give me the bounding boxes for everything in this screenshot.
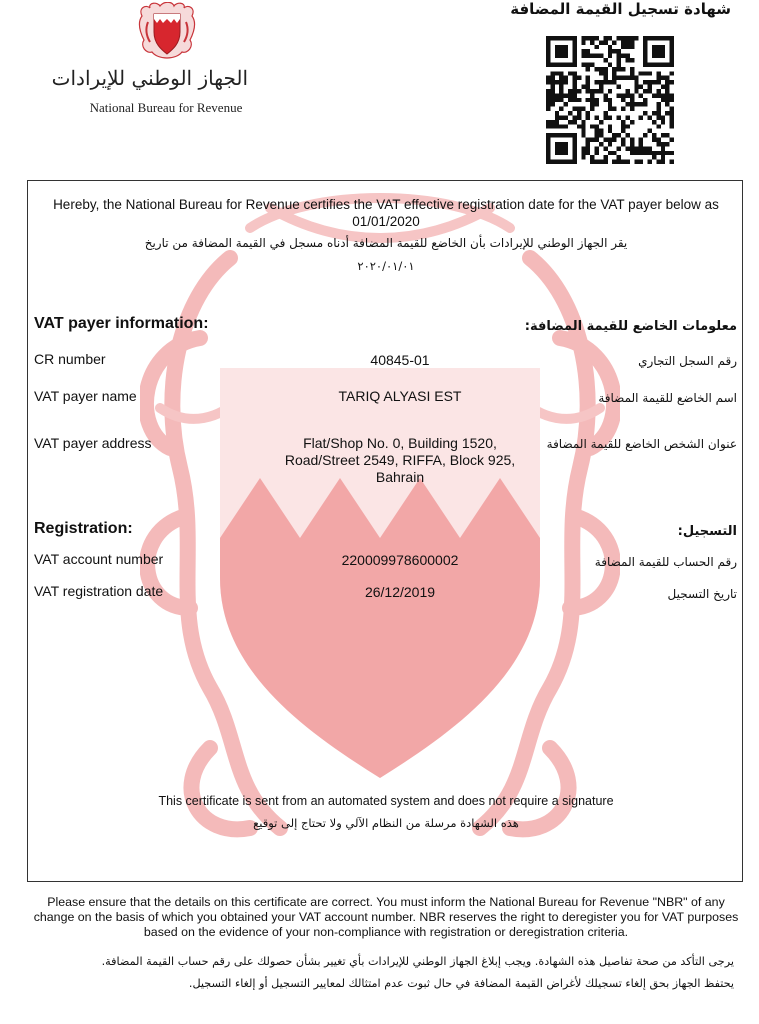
bureau-name-english: National Bureau for Revenue xyxy=(89,100,243,115)
intro-text-arabic: يقر الجهاز الوطني للإيرادات بأن الخاضع للقيمة المضافة أدناه مسجل في القيمة المضافة من تاريخ xyxy=(144,236,628,250)
bahrain-coat-of-arms-watermark xyxy=(140,188,620,868)
vat-account-number-value: 220009978600002 xyxy=(341,552,459,568)
vat-account-number-label: VAT account number xyxy=(34,551,164,567)
qr-code-icon xyxy=(546,36,674,164)
registration-section-heading: Registration: xyxy=(34,520,133,537)
vat-registration-date-label: VAT registration date xyxy=(34,583,164,599)
footer-disclaimer-arabic-line1: يرجى التأكد من صحة تفاصيل هذه الشهادة. ويجب إبلاغ الجهاز الوطني للإيرادات بأي تغيير بشأن حصولك على رقم حساب القيمة المضافة. xyxy=(101,955,734,968)
payer-section-heading: VAT payer information: xyxy=(34,315,209,332)
signature-note-arabic: هذه الشهادة مرسلة من النظام الآلي ولا تحتاج إلى توقيع xyxy=(253,816,519,830)
vat-registration-date-label-arabic: تاريخ التسجيل xyxy=(667,587,737,601)
payer-address-label: VAT payer address xyxy=(34,435,152,451)
signature-note-english: This certificate is sent from an automated system and does not require a signature xyxy=(158,794,614,808)
payer-name-label: VAT payer name xyxy=(34,388,137,404)
payer-address-value: Flat/Shop No. 0, Building 1520, Road/Street 2549, RIFFA, Block 925, Bahrain xyxy=(284,435,516,485)
payer-name-value: TARIQ ALYASI EST xyxy=(338,388,462,404)
registration-section-heading-arabic: التسجيل: xyxy=(677,524,737,539)
bureau-name-arabic: الجهاز الوطني للإيرادات xyxy=(51,66,248,90)
effective-date-arabic: ٢٠٢٠/٠١/٠١ xyxy=(357,259,415,273)
cr-number-value: 40845-01 xyxy=(370,352,430,368)
bahrain-emblem-icon xyxy=(136,2,198,62)
cr-number-label: CR number xyxy=(34,351,106,367)
footer-disclaimer-english: Please ensure that the details on this certificate are correct. You must inform the National Bureau for Revenue "NBR" of any change on the basis of which you obtained your VAT account number. NBR reserves the right to deregister you for VAT purposes based on the evidence of your non-compliance with registration or deregistration criteria. xyxy=(33,895,739,939)
payer-section-heading-arabic: معلومات الخاضع للقيمة المضافة: xyxy=(524,319,737,334)
intro-text-english: Hereby, the National Bureau for Revenue certifies the VAT effective registration date for the VAT payer below as xyxy=(53,197,719,212)
cr-number-label-arabic: رقم السجل التجاري xyxy=(638,354,737,368)
certificate-title-arabic: شهادة تسجيل القيمة المضافة xyxy=(510,0,731,18)
payer-address-label-arabic: عنوان الشخص الخاضع للقيمة المضافة xyxy=(546,437,737,451)
vat-registration-date-value: 26/12/2019 xyxy=(364,584,436,600)
vat-account-number-label-arabic: رقم الحساب للقيمة المضافة xyxy=(594,555,737,569)
footer-disclaimer-arabic-line2: يحتفظ الجهاز بحق إلغاء تسجيلك لأغراض القيمة المضافة في حال ثبوت عدم امتثالك لمعايير التسجيل أو إلغاء التسجيل. xyxy=(188,977,734,990)
payer-name-label-arabic: اسم الخاضع للقيمة المضافة xyxy=(598,391,737,405)
effective-date: 01/01/2020 xyxy=(352,214,420,229)
